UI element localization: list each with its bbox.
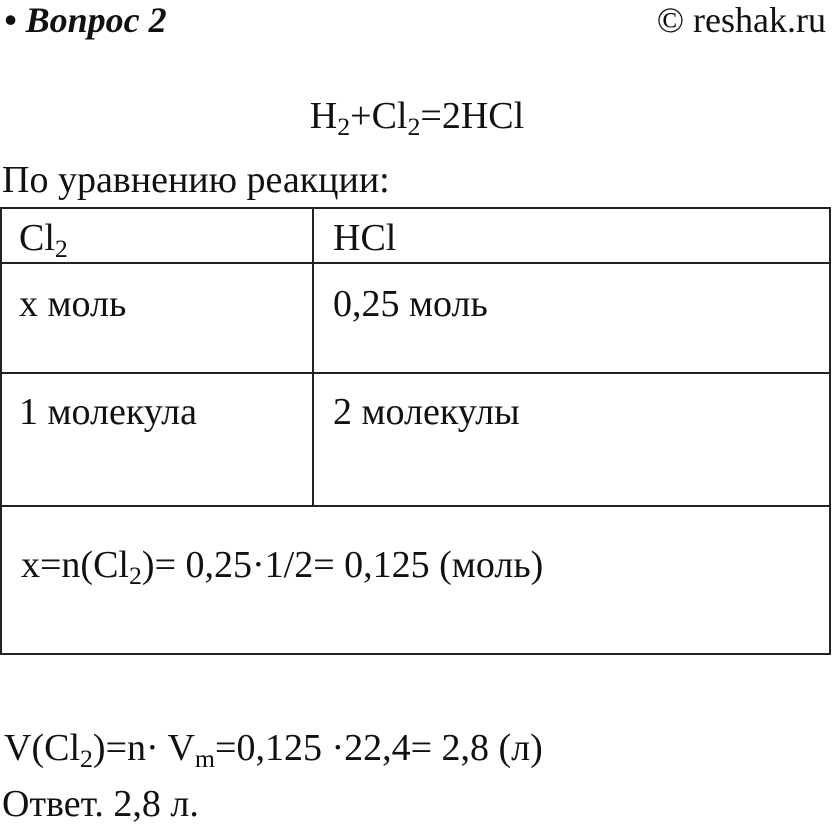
reaction-equation [0,94,834,142]
table-header-hcl: HCl [314,209,831,264]
equation-plus-cl: +Cl [350,95,408,137]
watermark: © reshak.ru [656,0,826,40]
result-subscript: 2 [129,561,142,591]
calc-part-c: =0,125 ·22,4= 2,8 (л) [215,727,543,769]
equation-h: H [309,95,338,137]
calc-part-a: V(Cl [4,727,80,769]
equation-rhs: =2HCl [420,95,525,137]
calc-subscript-m: m [194,744,216,774]
header-cl-subscript: 2 [54,234,68,264]
question-title: • Вопрос 2 [4,0,167,40]
intro-text: По уравнению реакции: [2,159,390,201]
equation-cl-subscript: 2 [407,112,421,142]
table-cell-hcl-mol: 0,25 моль [314,264,831,374]
answer-text: Ответ. 2,8 л. [2,783,199,825]
calc-subscript-2: 2 [80,744,93,774]
calc-part-b: )=n· V [92,727,195,769]
table-result-row [2,507,829,653]
table-cell-two-molecules: 2 молекулы [314,374,831,507]
result-part-b: )= 0,25·1/2= 0,125 (моль) [141,544,544,586]
volume-calculation [4,726,543,774]
ratio-table [0,207,831,655]
result-part-a: x=n(Cl [21,544,129,586]
table-cell-x-mol: x моль [2,264,314,374]
equation-h-subscript: 2 [337,112,351,142]
table-header-cl2 [2,209,314,264]
header-cl-text: Cl [19,217,55,259]
table-cell-one-molecule: 1 молекула [2,374,314,507]
